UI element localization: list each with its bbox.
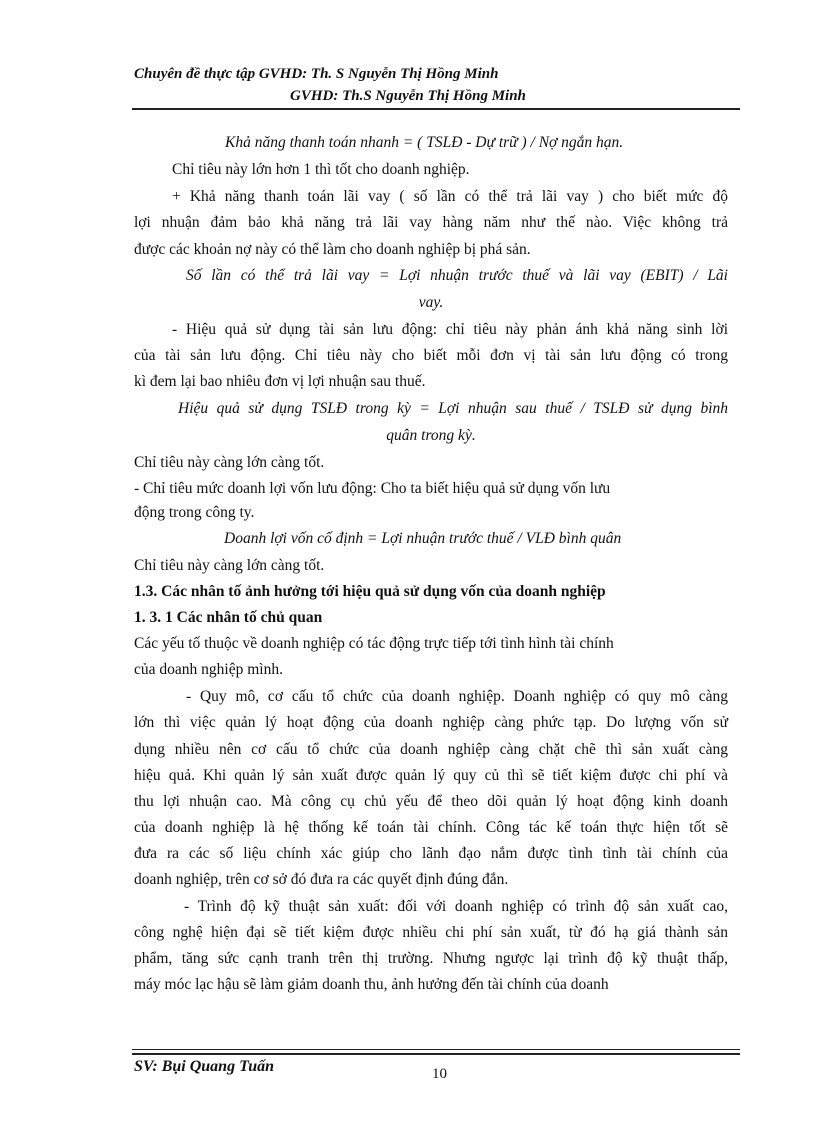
section-heading-1-3: 1.3. Các nhân tố ảnh hưởng tới hiệu quả sử dụng vốn của doanh nghiệp — [134, 583, 606, 600]
formula-working-asset-efficiency: Hiệu quả sử dụng TSLĐ trong kỳ = Lợi nhuận sau thuế / TSLĐ sử dụng bình — [178, 400, 728, 417]
text-line: lớn thì việc quản lý hoạt động của doanh nghiệp càng phức tạp. Do lượng vốn sử — [134, 714, 728, 731]
section-heading-1-3-1: 1. 3. 1 Các nhân tố chủ quan — [134, 609, 323, 626]
text-line: dụng nhiều nên cơ cấu tổ chức của doanh nghiệp càng chặt chẽ thì sản xuất càng — [134, 741, 728, 758]
formula-interest-coverage-cont: vay. — [418, 294, 444, 311]
text-line: máy móc lạc hậu sẽ làm giảm doanh thu, ảnh hưởng đến tài chính của doanh — [134, 976, 609, 993]
formula-return-on-capital: Doanh lợi vốn cố định = Lợi nhuận trước thuế / VLĐ bình quân — [224, 530, 622, 547]
text-line: phẩm, tăng sức cạnh tranh trên thị trường. Nhưng ngược lại trình độ kỹ thuật thấp, — [134, 950, 728, 967]
footer-student-name: SV: Bụi Quang Tuấn — [134, 1058, 275, 1075]
text-line: lợi nhuận đảm bảo khả năng trả lãi vay hàng năm như thế nào. Việc không trả — [134, 214, 728, 231]
running-header-line-1: Chuyên đề thực tập GVHD: Th. S Nguyễn Thị Hồng Minh — [134, 66, 499, 82]
text-line: Chỉ tiêu này càng lớn càng tốt. — [134, 454, 325, 471]
running-header-line-2: GVHD: Th.S Nguyễn Thị Hồng Minh — [290, 88, 526, 104]
text-line: của doanh nghiệp mình. — [134, 661, 283, 678]
formula-working-asset-efficiency-cont: quân trong kỳ. — [386, 427, 476, 444]
footer-rule-top — [132, 1049, 740, 1050]
header-rule — [132, 108, 740, 110]
footer-rule-bottom — [132, 1053, 740, 1055]
text-line: Chỉ tiêu này lớn hơn 1 thì tốt cho doanh nghiệp. — [172, 161, 470, 178]
text-line: - Hiệu quả sử dụng tài sản lưu động: chỉ tiêu này phản ánh khả năng sinh lời — [172, 321, 728, 338]
text-line: công nghệ hiện đại sẽ tiết kiệm được nhiều chi phí sản xuất, từ đó hạ giá thành sản — [134, 924, 728, 941]
text-line: của tài sản lưu động. Chỉ tiêu này cho biết mỗi đơn vị tài sản lưu động có trong — [134, 347, 728, 364]
text-line: động trong công ty. — [134, 504, 255, 521]
text-line: hiệu quả. Khi quản lý sản xuất được quản lý quy củ thì sẽ tiết kiệm được chi phí và — [134, 767, 728, 784]
text-line: của doanh nghiệp là hệ thống kế toán tài chính. Công tác kế toán thực hiện tốt sẽ — [134, 819, 728, 836]
text-line: kì đem lại bao nhiêu đơn vị lợi nhuận sau thuế. — [134, 373, 426, 390]
text-line: - Quy mô, cơ cấu tổ chức của doanh nghiệp. Doanh nghiệp có quy mô càng — [186, 688, 728, 705]
formula-interest-coverage: Số lần có thể trả lãi vay = Lợi nhuận trước thuế và lãi vay (EBIT) / Lãi — [186, 267, 728, 284]
text-line: Các yếu tố thuộc về doanh nghiệp có tác động trực tiếp tới tình hình tài chính — [134, 635, 614, 652]
page-number: 10 — [432, 1066, 447, 1082]
text-line: đưa ra các số liệu chính xác giúp cho lãnh đạo nắm được tình tình tài chính của — [134, 845, 728, 862]
text-line: thu lợi nhuận cao. Mà công cụ chủ yếu để theo dõi quản lý hoạt động kinh doanh — [134, 793, 728, 810]
text-line: - Trình độ kỹ thuật sản xuất: đối với doanh nghiệp có trình độ sản xuất cao, — [184, 898, 728, 915]
text-line: Chỉ tiêu này càng lớn càng tốt. — [134, 557, 325, 574]
text-line: được các khoản nợ này có thể làm cho doanh nghiệp bị phá sản. — [134, 241, 531, 258]
formula-quick-ratio: Khả năng thanh toán nhanh = ( TSLĐ - Dự trữ ) / Nợ ngắn hạn. — [225, 134, 624, 151]
text-line: - Chỉ tiêu mức doanh lợi vốn lưu động: Cho ta biết hiệu quả sử dụng vốn lưu — [134, 480, 611, 497]
text-line: + Khả năng thanh toán lãi vay ( số lần có thể trả lãi vay ) cho biết mức độ — [172, 188, 728, 205]
text-line: doanh nghiệp, trên cơ sở đó đưa ra các quyết định đúng đắn. — [134, 871, 509, 888]
